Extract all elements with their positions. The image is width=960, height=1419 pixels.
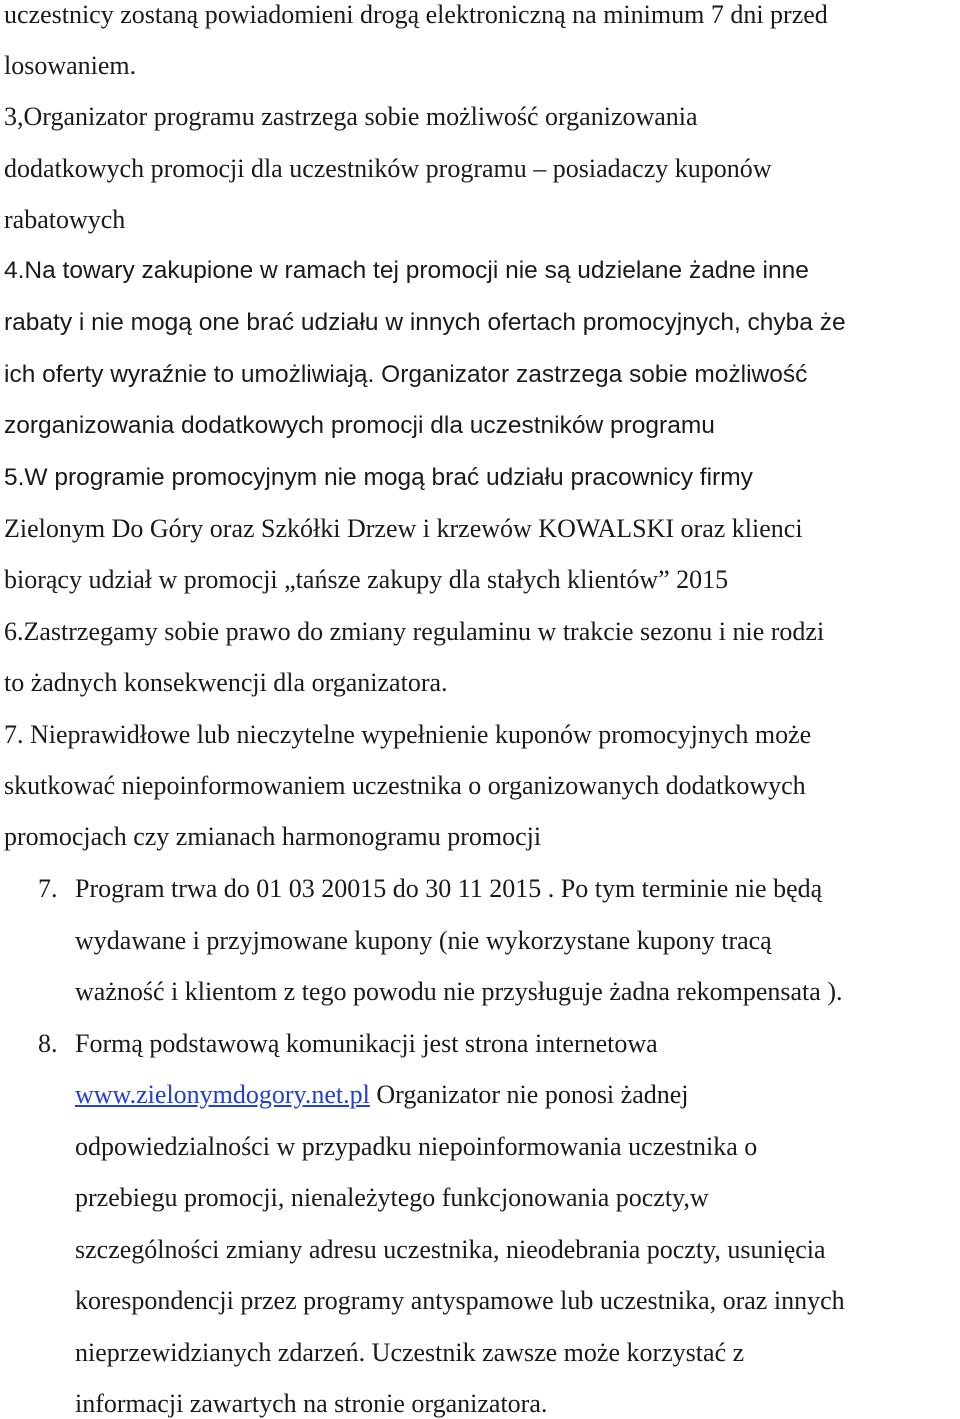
list-item-text-rest: Organizator nie ponosi żadnej bbox=[369, 1080, 689, 1109]
text-line: to żadnych konsekwencji dla organizatora. bbox=[4, 668, 448, 697]
list-item-text: korespondencji przez programy antyspamowe lub uczestnika, oraz innych bbox=[75, 1286, 845, 1315]
text-line: 5.W programie promocyjnym nie mogą brać udziału pracownicy firmy bbox=[4, 464, 753, 491]
list-item-number: 8. bbox=[38, 1029, 58, 1058]
text-line: biorący udział w promocji „tańsze zakupy dla stałych klientów” 2015 bbox=[4, 565, 729, 594]
list-item-text: Formą podstawową komunikacji jest strona internetowa bbox=[75, 1029, 658, 1058]
list-item-text: ważność i klientom z tego powodu nie przysługuje żadna rekompensata ). bbox=[75, 977, 843, 1006]
list-item-text: Program trwa do 01 03 20015 do 30 11 2015 . Po tym terminie nie będą bbox=[75, 874, 823, 903]
text-line: rabaty i nie mogą one brać udziału w innych ofertach promocyjnych, chyba że bbox=[4, 309, 846, 336]
list-item-text: informacji zawartych na stronie organizatora. bbox=[75, 1389, 548, 1418]
list-item-text bbox=[75, 1080, 689, 1110]
list-item-text: odpowiedzialności w przypadku niepoinformowania uczestnika o bbox=[75, 1132, 758, 1161]
text-line: 6.Zastrzegamy sobie prawo do zmiany regulaminu w trakcie sezonu i nie rodzi bbox=[4, 617, 825, 646]
text-line: skutkować niepoinformowaniem uczestnika o organizowanych dodatkowych bbox=[4, 771, 806, 800]
text-line: 7. Nieprawidłowe lub nieczytelne wypełnienie kuponów promocyjnych może bbox=[4, 720, 812, 749]
text-line: rabatowych bbox=[4, 205, 126, 234]
list-item-text: nieprzewidzianych zdarzeń. Uczestnik zawsze może korzystać z bbox=[75, 1338, 745, 1367]
text-line: losowaniem. bbox=[4, 51, 137, 80]
text-line: promocjach czy zmianach harmonogramu promocji bbox=[4, 822, 542, 851]
text-line: dodatkowych promocji dla uczestników programu – posiadaczy kuponów bbox=[4, 154, 772, 183]
text-line: uczestnicy zostaną powiadomieni drogą elektroniczną na minimum 7 dni przed bbox=[4, 0, 828, 29]
text-line: ich oferty wyraźnie to umożliwiają. Organizator zastrzega sobie możliwość bbox=[4, 361, 808, 388]
website-link[interactable]: www.zielonymdogory.net.pl bbox=[75, 1080, 370, 1109]
text-line: Zielonym Do Góry oraz Szkółki Drzew i krzewów KOWALSKI oraz klienci bbox=[4, 514, 803, 543]
list-item-text: przebiegu promocji, nienależytego funkcjonowania poczty,w bbox=[75, 1183, 709, 1212]
list-item-number: 7. bbox=[38, 874, 58, 903]
text-line: zorganizowania dodatkowych promocji dla uczestników programu bbox=[4, 412, 715, 439]
list-item-text: wydawane i przyjmowane kupony (nie wykorzystane kupony tracą bbox=[75, 926, 772, 955]
list-item-text: szczególności zmiany adresu uczestnika, nieodebrania poczty, usunięcia bbox=[75, 1235, 826, 1264]
text-line: 3,Organizator programu zastrzega sobie możliwość organizowania bbox=[4, 102, 698, 131]
text-line: 4.Na towary zakupione w ramach tej promocji nie są udzielane żadne inne bbox=[4, 257, 809, 284]
